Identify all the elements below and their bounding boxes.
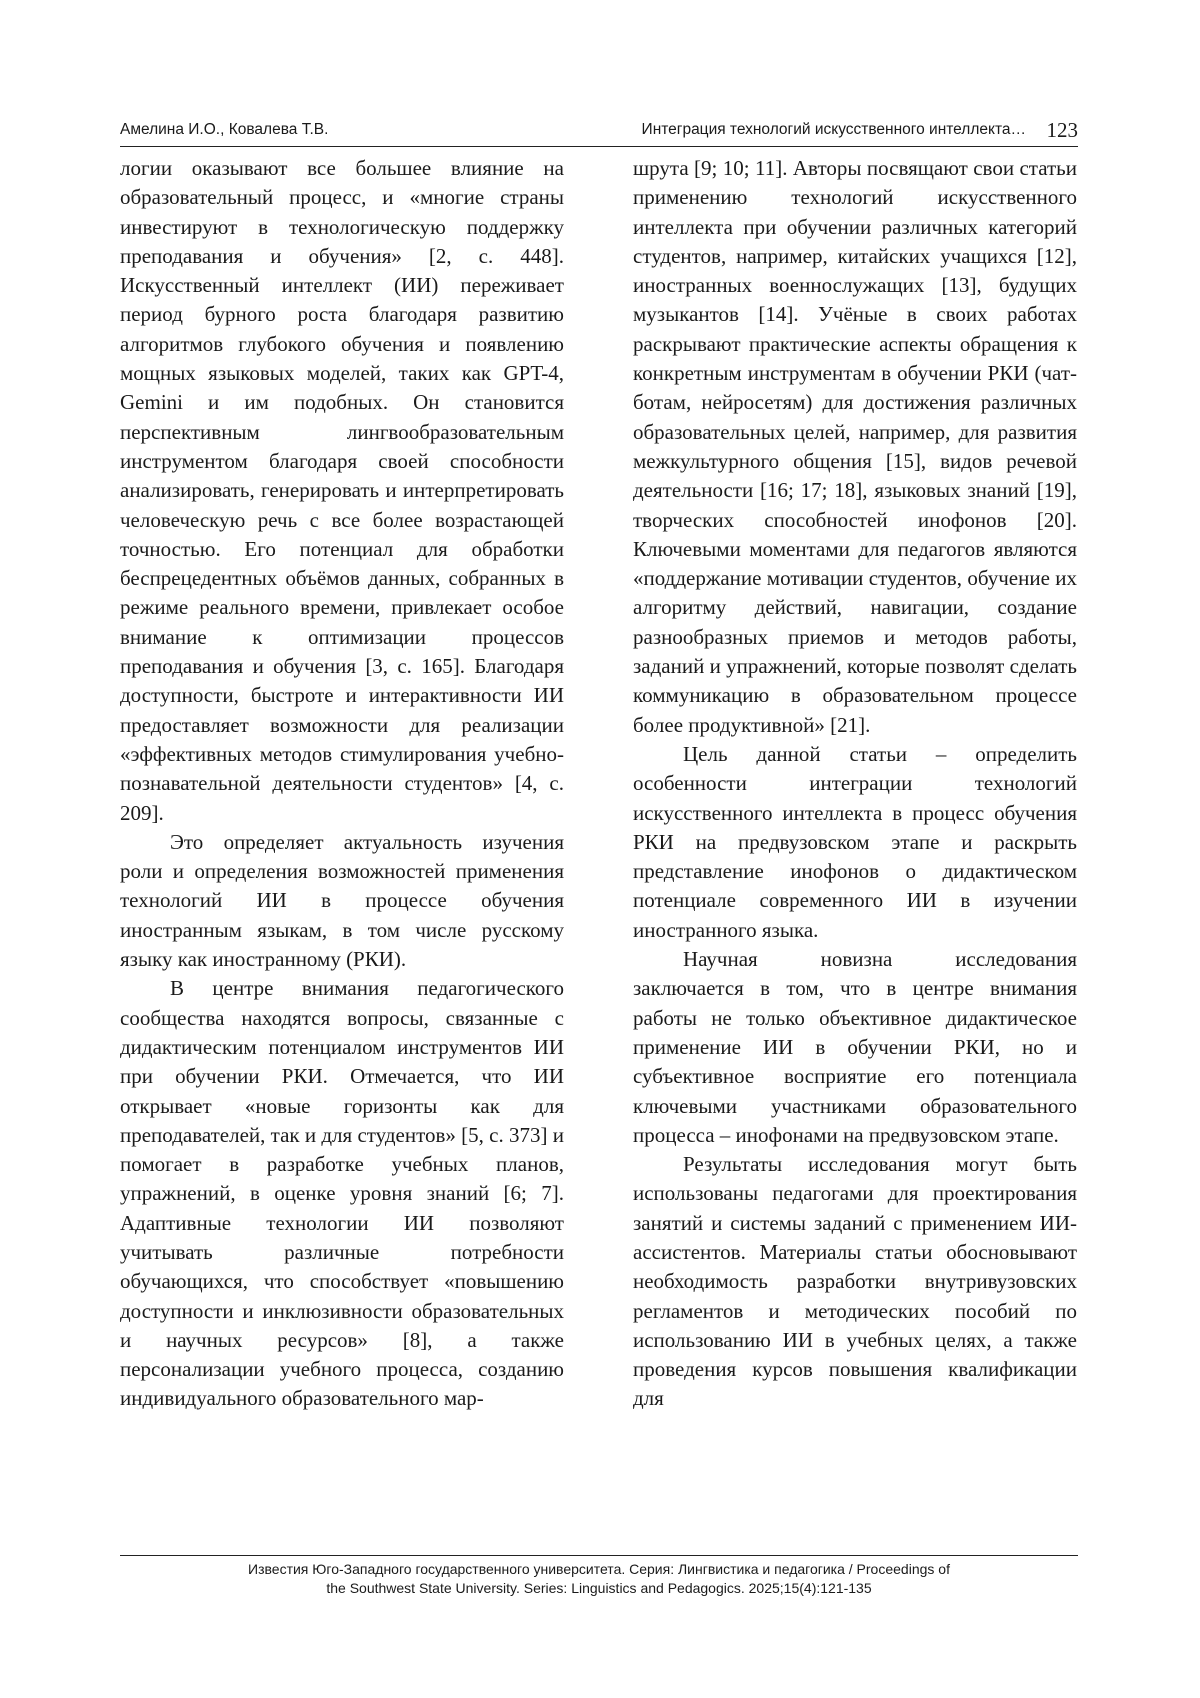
right-paragraph-4: Результаты исследования могут быть использованы педагогами для проектирования занятий и системы заданий с применением ИИ-ассистентов. Материалы статьи обосновывают необходимость разработки внутривузовских регламентов и методических пособий по использованию ИИ в учебных целях, а также проведения курсов повышения квалификации для [633, 1152, 1077, 1411]
footer-line-2: the Southwest State University. Series: Linguistics and Pedagogics. 2025;15(4):121-135 [326, 1580, 872, 1596]
footer-line-1: Известия Юго-Западного государственного университета. Серия: Лингвистика и педагогика / Proceedings of [248, 1561, 950, 1577]
right-paragraph-2: Цель данной статьи – определить особенности интеграции технологий искусственного интеллекта в процесс обучения РКИ на предвузовском этапе и раскрыть представление инофонов о дидактическом потенциале современного ИИ в изучении иностранного языка. [633, 741, 1077, 942]
journal-footer [120, 1555, 1078, 1598]
left-column [120, 154, 564, 1414]
left-paragraph-3: В центре внимания педагогического сообщества находятся вопросы, связанные с дидактическим потенциалом инструментов ИИ при обучении РКИ. Отмечается, что ИИ открывает «новые горизонты как для преподавателей, так и для студентов» [5, с. 373] и помогает в разработке учебных планов, упражнений, в оценке уровня знаний [6; 7]. Адаптивные технологии ИИ позволяют учитывать различные потребности обучающихся, что способствует «повышению доступности и инклюзивности образовательных и научных ресурсов» [8], а также персонализации учебного процесса, созданию индивидуального образовательного мар- [120, 976, 564, 1411]
right-column [633, 154, 1077, 1414]
left-paragraph-2: Это определяет актуальность изучения роли и определения возможностей применения технологий ИИ в процессе обучения иностранным языкам, в том числе русскому языку как иностранному (РКИ). [120, 829, 564, 972]
right-paragraph-3: Научная новизна исследования заключается в том, что в центре внимания работы не только объективное дидактическое применение ИИ в обучении РКИ, но и субъективное восприятие его потенциала ключевыми участниками образовательного процесса – инофонами на предвузовском этапе. [633, 947, 1077, 1147]
header-running-title: Интеграция технологий искусственного интеллекта… [641, 121, 1026, 138]
header-authors: Амелина И.О., Ковалева Т.В. [120, 121, 329, 138]
page-number: 123 [1046, 118, 1078, 142]
running-header [120, 118, 1078, 147]
left-paragraph-1: логии оказывают все большее влияние на образовательный процесс, и «многие страны инвестируют в технологическую поддержку преподавания и обучения» [2, с. 448]. Искусственный интеллект (ИИ) переживает период бурного роста благодаря развитию алгоритмов глубокого обучения и появлению мощных языковых моделей, таких как GPT-4, Gemini и им подобных. Он становится перспективным лингвообразовательным инструментом благодаря своей способности анализировать, генерировать и интерпретировать человеческую речь с все более возрастающей точностью. Его потенциал для обработки беспрецедентных объёмов данных, собранных в режиме реального времени, привлекает особое внимание к оптимизации процессов преподавания и обучения [3, с. 165]. Благодаря доступности, быстроте и интерактивности ИИ предоставляет возможности для реализации «эффективных методов стимулирования учебно-познавательной деятельности студентов» [4, с. 209]. [120, 156, 564, 825]
right-paragraph-1: шрута [9; 10; 11]. Авторы посвящают свои статьи применению технологий искусственного интеллекта при обучении различных категорий студентов, например, китайских учащихся [12], иностранных военнослужащих [13], будущих музыкантов [14]. Учёные в своих работах раскрывают практические аспекты обращения к конкретным инструментам в обучении РКИ (чат-ботам, нейросетям) для достижения различных образовательных целей, например, для развития межкультурного общения [15], видов речевой деятельности [16; 17; 18], языковых знаний [19], творческих способностей инофонов [20]. Ключевыми моментами для педагогов являются «поддержание мотивации студентов, обучение их алгоритму действий, навигации, создание разнообразных приемов и методов работы, заданий и упражнений, которые позволят сделать коммуникацию в образовательном процессе более продуктивной» [21]. [633, 156, 1077, 737]
